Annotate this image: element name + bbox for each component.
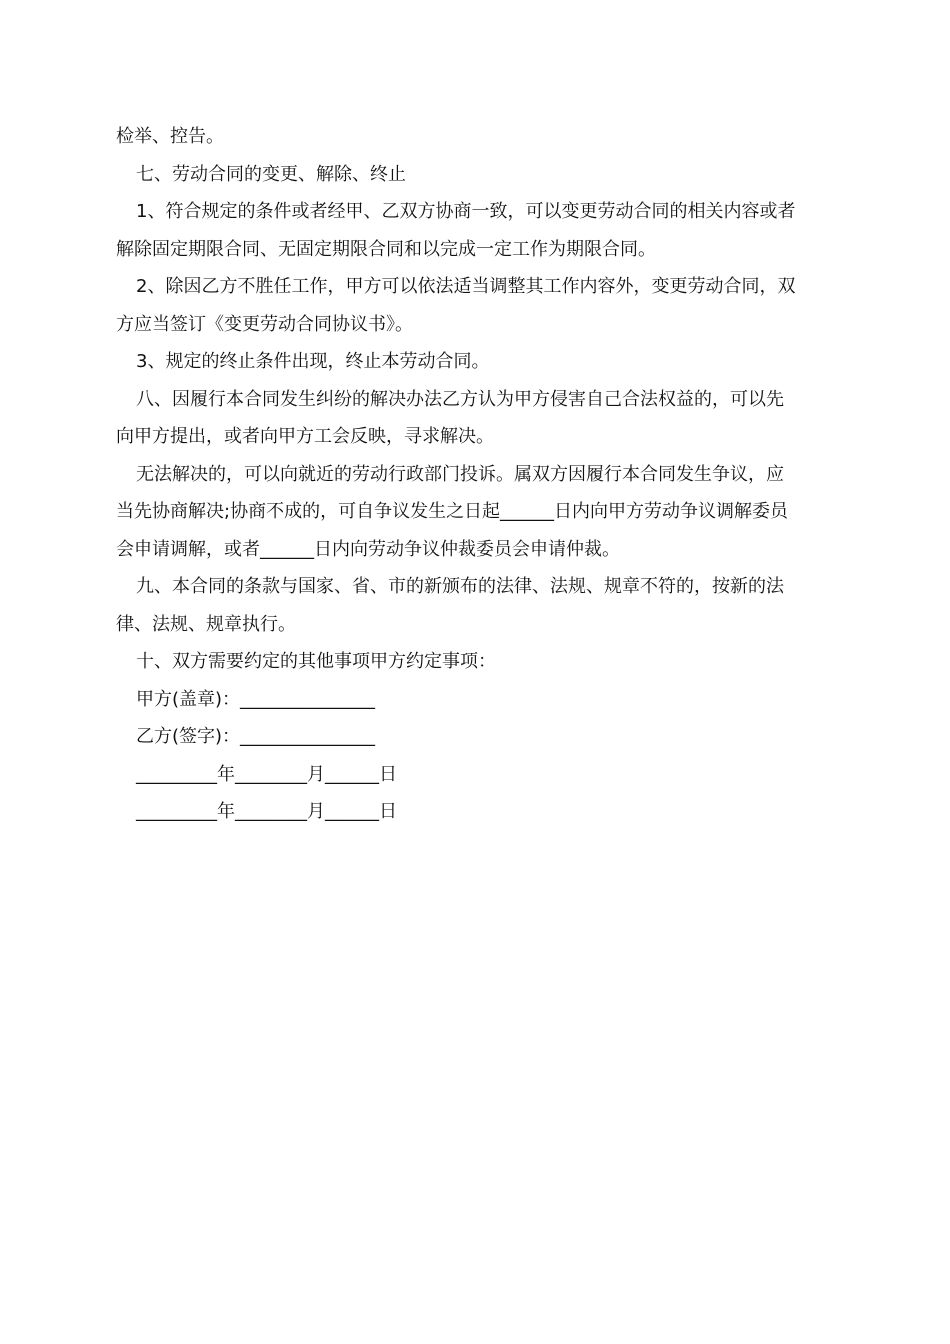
text-line: 1、符合规定的条件或者经甲、乙双方协商一致，可以变更劳动合同的相关内容或者 bbox=[136, 201, 796, 222]
text-line: 方应当签订《变更劳动合同协议书》。 bbox=[116, 313, 413, 335]
clause-7-3 bbox=[116, 343, 834, 381]
party-b-signature-line: 乙方(签字)：_______________ bbox=[136, 726, 376, 747]
clause-7-1 bbox=[116, 193, 834, 268]
section-heading-10 bbox=[116, 643, 834, 681]
text-line: 当先协商解决;协商不成的，可自争议发生之日起______日内向甲方劳动争议调解委员 bbox=[116, 501, 789, 522]
text-line: 检举、控告。 bbox=[116, 126, 224, 147]
text-line: 向甲方提出，或者向甲方工会反映，寻求解决。 bbox=[116, 426, 494, 447]
paragraph-continuation bbox=[116, 118, 834, 156]
date-line-1: _________年________月______日 bbox=[136, 763, 397, 785]
document-page bbox=[116, 118, 834, 831]
section-heading-7 bbox=[116, 156, 834, 194]
text-line: 3、规定的终止条件出现，终止本劳动合同。 bbox=[136, 351, 490, 372]
section-heading-9 bbox=[116, 568, 834, 643]
text-line: 八、因履行本合同发生纠纷的解决办法乙方认为甲方侵害自己合法权益的，可以先 bbox=[136, 388, 784, 410]
clause-7-2 bbox=[116, 268, 834, 343]
date-line-2: _________年________月______日 bbox=[136, 801, 397, 822]
text-line: 七、劳动合同的变更、解除、终止 bbox=[136, 163, 406, 185]
section-heading-8 bbox=[116, 381, 834, 456]
clause-8-dispute bbox=[116, 456, 834, 569]
party-a-signature-line: 甲方(盖章)：_______________ bbox=[136, 688, 376, 710]
text-line: 无法解决的，可以向就近的劳动行政部门投诉。属双方因履行本合同发生争议，应 bbox=[136, 463, 784, 485]
text-line: 解除固定期限合同、无固定期限合同和以完成一定工作为期限合同。 bbox=[116, 238, 656, 260]
text-line: 会申请调解，或者______日内向劳动争议仲裁委员会申请仲裁。 bbox=[116, 538, 620, 560]
text-line: 九、本合同的条款与国家、省、市的新颁布的法律、法规、规章不符的，按新的法 bbox=[136, 576, 784, 597]
text-line: 2、除因乙方不胜任工作，甲方可以依法适当调整其工作内容外，变更劳动合同，双 bbox=[136, 276, 796, 297]
text-line: 律、法规、规章执行。 bbox=[116, 613, 296, 635]
text-line: 十、双方需要约定的其他事项甲方约定事项： bbox=[136, 651, 496, 672]
